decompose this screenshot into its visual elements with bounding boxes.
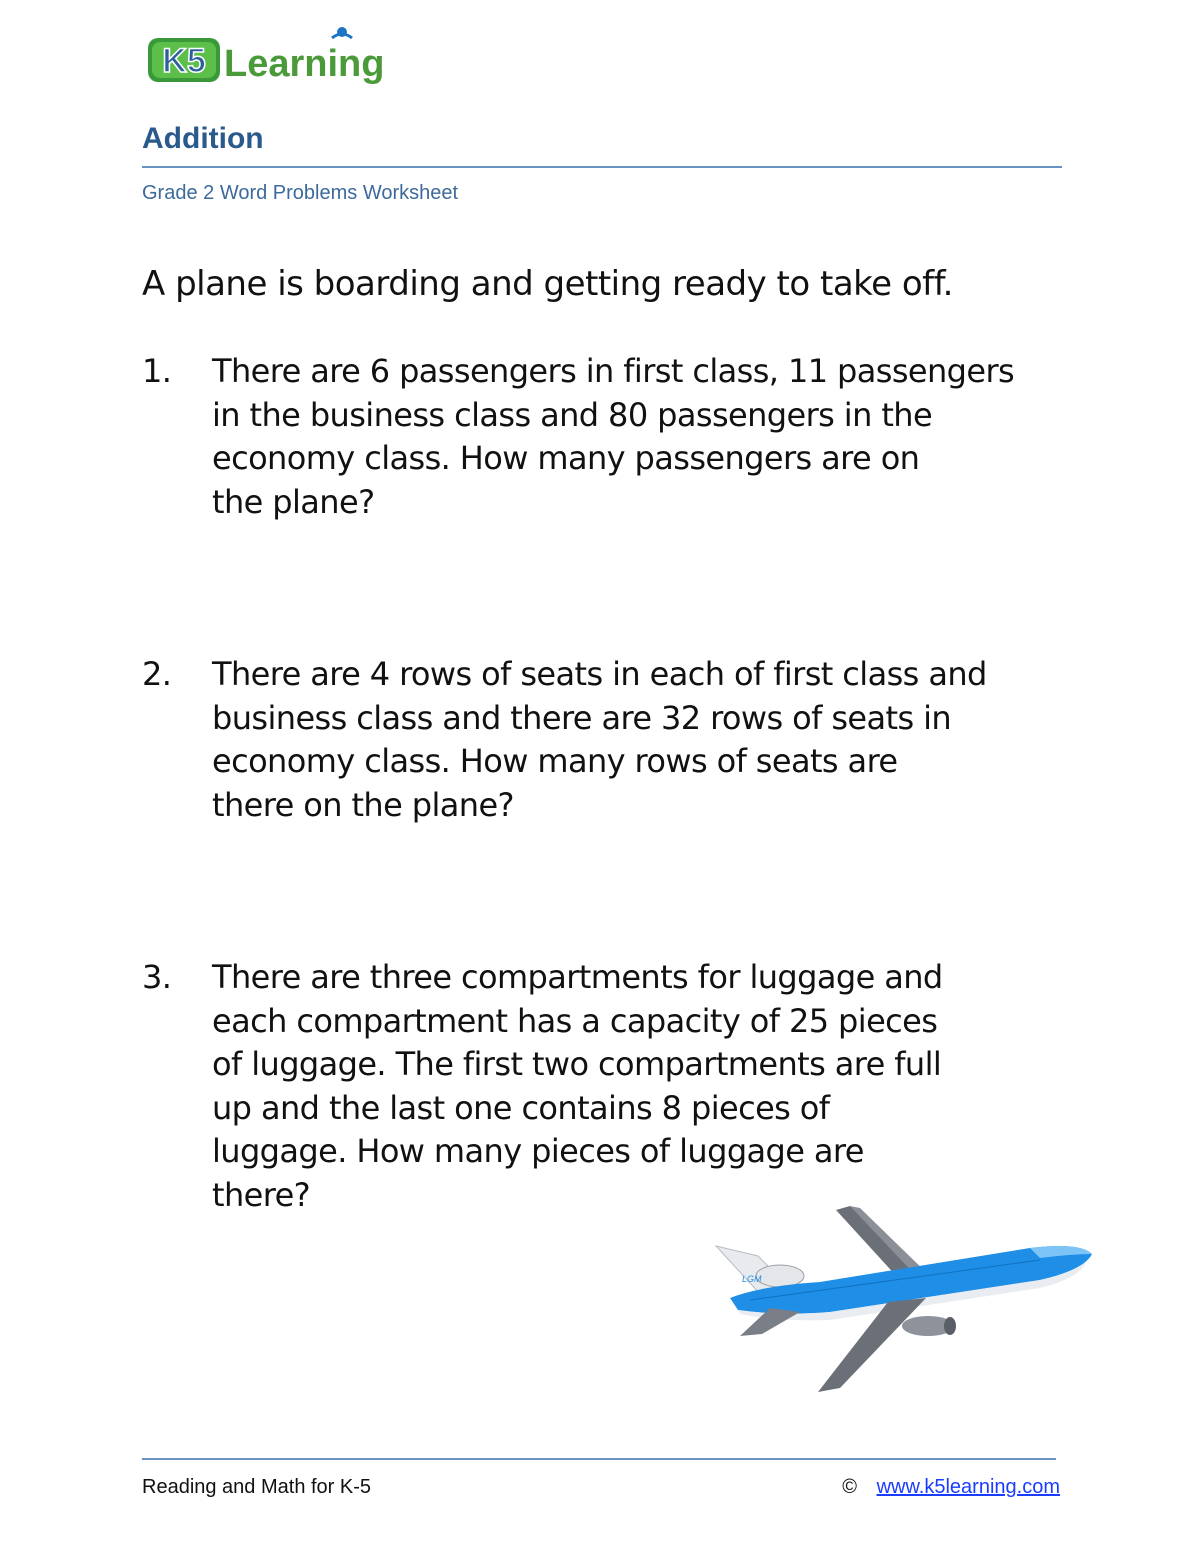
problem-3 [142,956,1072,1226]
worksheet-subtitle: Grade 2 Word Problems Worksheet [142,182,459,204]
problem-number: 1. [142,352,172,390]
footer-copyright [842,1476,1060,1499]
problem-number: 3. [142,958,172,996]
problem-text: There are 4 rows of seats in each of first class and business class and there are 32 rows of seats in economy class. How many rows of seats are there on the plane? [212,655,987,824]
header-divider [142,166,1062,168]
problem-2 [142,653,1072,843]
footer-tagline: Reading and Math for K-5 [142,1476,372,1498]
page-title: Addition [142,122,264,155]
k5learning-link[interactable]: www.k5learning.com [876,1476,1060,1498]
airplane-icon [700,1198,1100,1398]
intro-text: A plane is boarding and getting ready to take off. [142,264,953,304]
problem-number: 2. [142,655,172,693]
problem-text: There are three compartments for luggage and each compartment has a capacity of 25 pieces of luggage. The first two compartments are full up and the last one contains 8 pieces of luggage. How many pieces of luggage are there? [212,958,943,1214]
problem-1 [142,350,1072,540]
svg-text:K5: K5 [162,42,206,80]
copyright-symbol: © [842,1476,858,1498]
k5-learning-logo [146,22,398,88]
footer-divider [142,1458,1056,1460]
tail-logo-text: LGM [742,1274,762,1284]
problem-text: There are 6 passengers in first class, 11 passengers in the business class and 80 passengers in the economy class. How many passengers are on the plane? [212,352,1015,521]
svg-text:Learning: Learning [224,43,385,85]
